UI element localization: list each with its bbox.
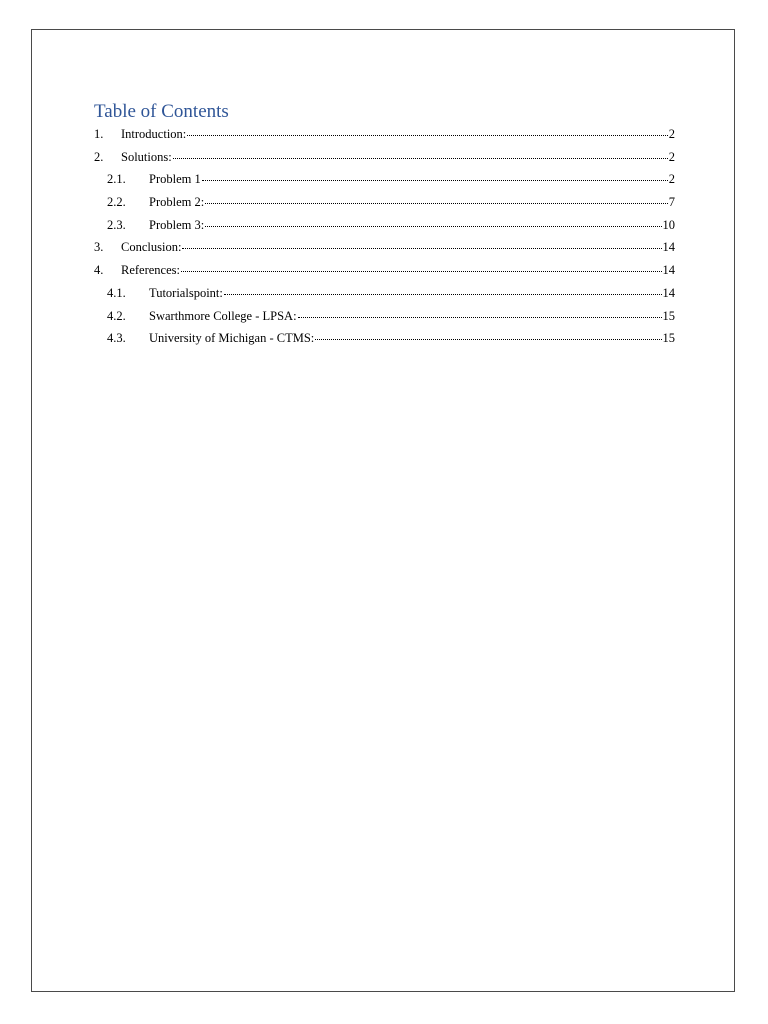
toc-title: Table of Contents [94, 101, 229, 122]
toc-entry-text: Problem 1 [149, 172, 201, 187]
toc-entry-page: 2 [668, 172, 675, 187]
toc-entry-tutorialspoint[interactable] [94, 283, 675, 306]
toc-entry-number: 1. [94, 127, 104, 141]
toc-dot-leader [205, 214, 661, 227]
toc-entry-page: 2 [668, 149, 675, 164]
toc-entry-problem-1[interactable] [94, 169, 675, 192]
toc-entry-number: 4.3. [107, 331, 126, 346]
toc-entry-text: References: [121, 263, 180, 278]
toc-entry-problem-3[interactable] [94, 215, 675, 238]
toc-entry-page: 15 [662, 308, 675, 323]
toc-entry-number: 3. [94, 240, 104, 255]
toc-dot-leader [224, 282, 662, 295]
document-page [31, 29, 735, 992]
toc-dot-leader [187, 123, 667, 136]
toc-entry-text: Problem 3: [149, 217, 205, 232]
toc-entry-page: 14 [662, 263, 675, 278]
toc-entry-michigan[interactable] [94, 328, 675, 351]
toc-entry-text: Swarthmore College - LPSA: [149, 308, 297, 323]
toc-dot-leader [315, 327, 661, 340]
toc-entry-text: University of Michigan - CTMS: [149, 331, 315, 346]
toc-entry-number: 2.2. [107, 195, 126, 210]
toc-entry-text: Introduction: [121, 127, 187, 141]
toc-list [94, 124, 675, 351]
toc-entry-problem-2[interactable] [94, 192, 675, 215]
toc-dot-leader [173, 146, 668, 159]
toc-entry-page: 14 [662, 240, 675, 255]
toc-entry-number: 2. [94, 149, 104, 164]
toc-dot-leader [298, 305, 662, 318]
toc-entry-text: Solutions: [121, 149, 172, 164]
toc-entry-page: 15 [662, 331, 675, 346]
toc-entry-number: 4. [94, 263, 104, 278]
toc-entry-conclusion[interactable] [94, 237, 675, 260]
toc-entry-page: 7 [668, 195, 675, 210]
toc-entry-number: 4.1. [107, 285, 126, 300]
toc-entry-number: 2.3. [107, 217, 126, 232]
toc-entry-text: Problem 2: [149, 195, 205, 210]
toc-entry-page: 2 [668, 127, 675, 141]
toc-entry-solutions[interactable] [94, 147, 675, 170]
toc-entry-references[interactable] [94, 260, 675, 283]
toc-dot-leader [205, 191, 668, 204]
toc-entry-page: 10 [662, 217, 675, 232]
toc-entry-introduction[interactable] [94, 124, 675, 147]
toc-dot-leader [202, 168, 668, 181]
toc-dot-leader [182, 236, 661, 249]
toc-entry-number: 4.2. [107, 308, 126, 323]
toc-entry-text: Conclusion: [121, 240, 182, 255]
toc-entry-text: Tutorialspoint: [149, 285, 223, 300]
toc-entry-number: 2.1. [107, 172, 126, 187]
toc-entry-page: 14 [662, 285, 675, 300]
toc-dot-leader [181, 259, 662, 272]
toc-entry-swarthmore[interactable] [94, 306, 675, 329]
